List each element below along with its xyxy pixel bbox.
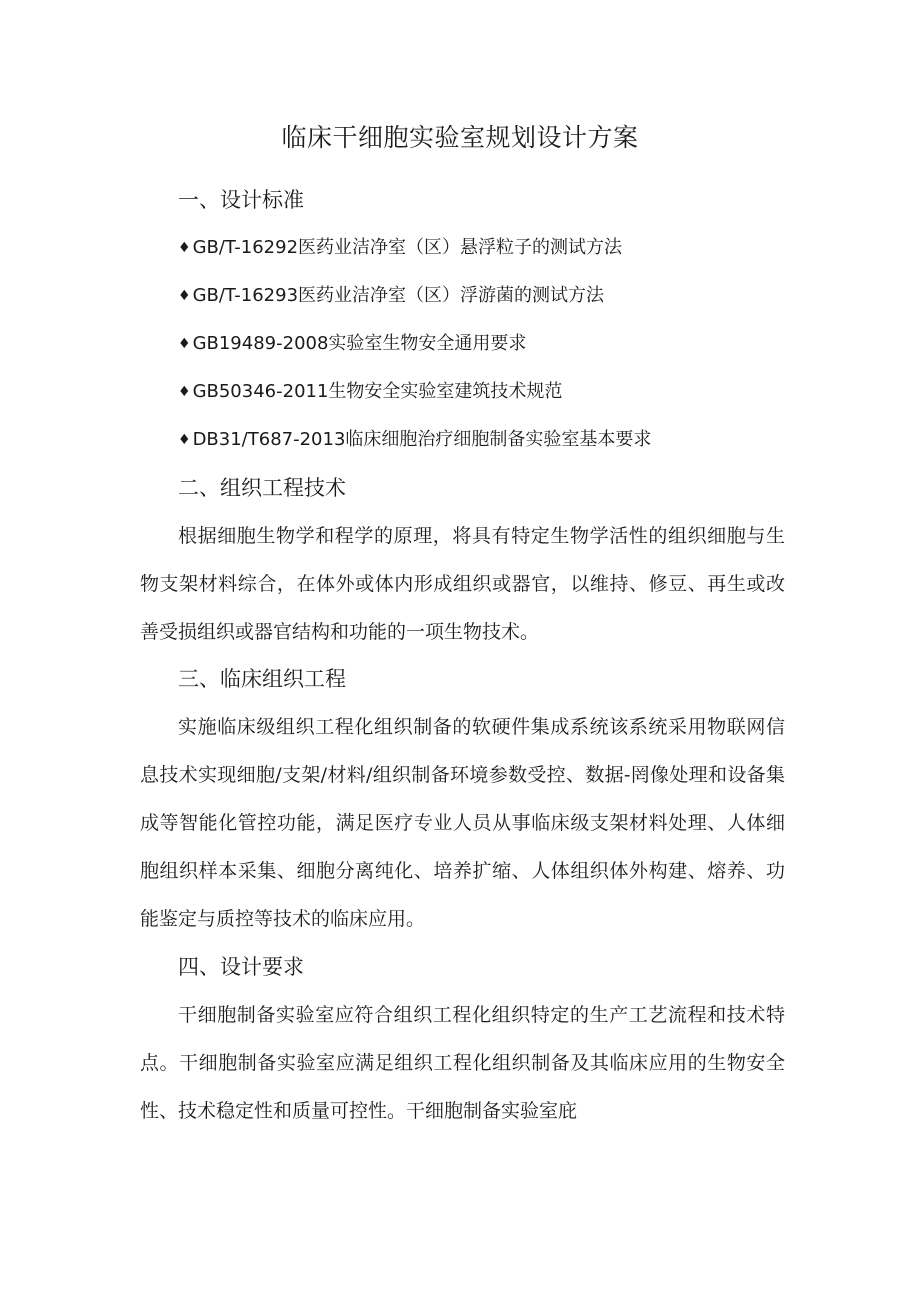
standard-item-text: GB19489-2008实验室生物安全通用要求 [192, 333, 527, 354]
standard-item-text: GB50346-2011生物安全实验室建筑技术规范 [192, 381, 563, 402]
standard-item-text: GB/T-16292医药业洁净室（区）悬浮粒子的测试方法 [192, 237, 623, 258]
diamond-bullet-icon: ♦ [178, 432, 191, 448]
standard-item [178, 233, 622, 263]
diamond-bullet-icon: ♦ [178, 240, 191, 256]
section-paragraph-clinical-tissue-engineering: 实施临床级组织工程化组织制备的软硬件集成系统该系统采用物联网信息技术实现细胞/支架/材料/组织制备环境参数受控、数据-罔像处理和设备集成等智能化管控功能，满足医疗专业人员从事临床级支架材料处理、人体细胞组织样本采集、细胞分离纯化、培养扩缩、人体组织体外构建、熔养、功能鉴定与质控等技术的临床应用。 [140, 716, 785, 930]
diamond-bullet-icon: ♦ [178, 336, 191, 352]
standard-item [178, 329, 526, 359]
section-paragraph-design-requirements: 干细胞制备实验室应符合组织工程化组织特定的生产工艺流程和技术特点。干细胞制备实验室应满足组织工程化组织制备及其临床应用的生物安全性、技术稳定性和质量可控性。干细胞制备实验室庇 [140, 1004, 785, 1122]
diamond-bullet-icon: ♦ [178, 384, 191, 400]
section-heading-tissue-engineering: 二、组织工程技术 [178, 476, 346, 500]
standard-item-text: DB31/T687-2013临床细胞治疗细胞制备实验室基本要求 [192, 429, 652, 450]
section-paragraph-tissue-engineering: 根据细胞生物学和程学的原理，将具有特定生物学活性的组织细胞与生物支架材料综合，在体外或体内形成组织或器官，以维持、修豆、再生或改善受损组织或器官结构和功能的一项生物技术。 [140, 525, 785, 643]
standard-item-text: GB/T-16293医药业洁净室（区）浮游菌的测试方法 [192, 285, 605, 306]
document-title: 临床干细胞实验室规划设计方案 [281, 123, 639, 152]
standard-item [178, 425, 651, 455]
standard-item [178, 281, 604, 311]
standard-item [178, 377, 562, 407]
section-heading-design-requirements: 四、设计要求 [178, 955, 304, 979]
diamond-bullet-icon: ♦ [178, 288, 191, 304]
section-heading-design-standards: 一、设计标准 [178, 188, 304, 212]
section-heading-clinical-tissue-engineering: 三、临床组织工程 [178, 667, 346, 691]
